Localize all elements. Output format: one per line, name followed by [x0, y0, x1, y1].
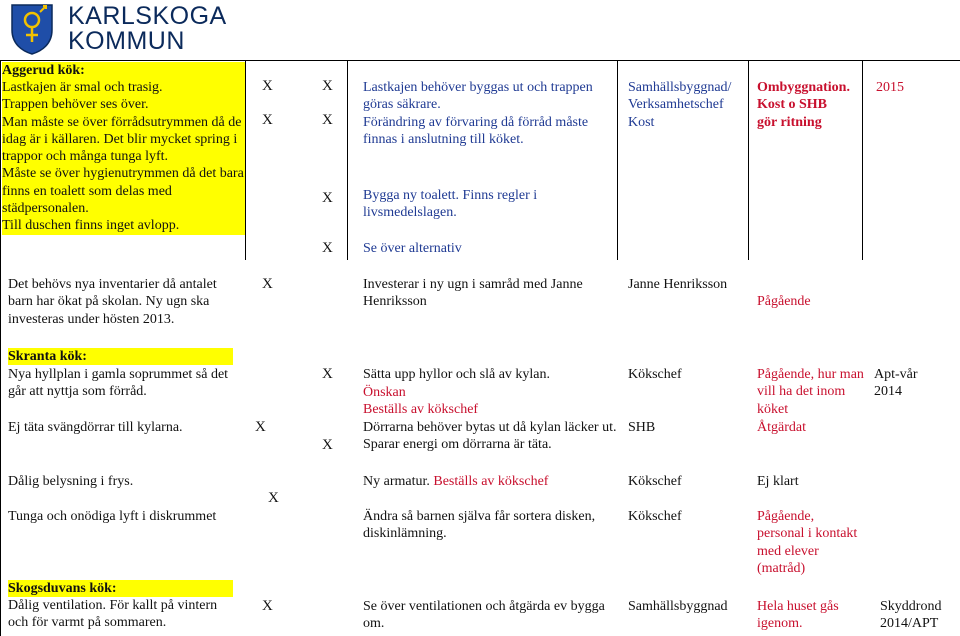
status-text: Ej klart [757, 474, 799, 489]
action-text: Se över ventilationen och åtgärda ev bygga om. [363, 599, 605, 632]
responsible-text: Samhällsbyggnad/ Verksamhetschef Kost [628, 80, 732, 130]
column-divider-3 [617, 60, 618, 260]
status-text: Åtgärdat [757, 420, 806, 435]
action-text: Se över alternativ [363, 241, 462, 256]
status-text: Ombyggnation. Kost o SHB gör ritning [757, 80, 850, 130]
time-text: Apt-vår 2014 [874, 367, 918, 400]
check-mark: X [322, 112, 333, 128]
table-top-border [0, 60, 960, 61]
action-text: Lastkajen behöver byggas ut och trappen göras säkrare. Förändring av förvaring då förråd måste finnas i anslutning till köket. [363, 80, 593, 147]
action-text: Dörrarna behöver bytas ut då kylan läcker ut. Sparar energi om dörrarna är täta. [363, 420, 617, 453]
status-text: Pågående [757, 294, 811, 309]
brand-line-1: KARLSKOGA [68, 2, 227, 30]
problem-text: Dålig ventilation. För kallt på vintern och för varmt på sommaren. [8, 598, 218, 631]
status-text: Pågående, personal i kontakt med elever (matråd) [757, 509, 858, 576]
status-text: Pågående, hur man vill ha det inom köket [757, 367, 864, 417]
responsible-text: Janne Henriksson [628, 277, 728, 292]
time-text: Skyddrond 2014/APT [880, 599, 942, 632]
brand-line-2: KOMMUN [68, 27, 185, 55]
check-mark: X [262, 112, 273, 128]
action-text: Investerar i ny ugn i samråd med Janne Henriksson [363, 277, 583, 310]
problem-text: Dålig belysning i frys. [8, 474, 134, 489]
status-text: Hela huset gås igenom. [757, 599, 839, 632]
action-text: Önskan [363, 385, 406, 400]
check-mark: X [262, 598, 273, 614]
problem-text: Lastkajen är smal och trasig. Trappen behöver ses över. Man måste se över förrådsutrymmen då de idag är i källaren. Det blir mycket spring i trappor och många tunga lyft. Måste se över hygienutrymmen då det bara finns en toalett som delas med städpersonalen. Till duschen finns inget avlopp. [2, 80, 244, 234]
problem-text: Nya hyllplan i gamla soprummet så det går att nyttja som förråd. [8, 367, 229, 400]
check-mark: X [262, 78, 273, 94]
action-text-part: Ny armatur. [363, 474, 434, 489]
problem-text: Tunga och onödiga lyft i diskrummet [8, 509, 217, 524]
action-text-part: Beställs av kökschef [433, 474, 549, 489]
check-mark: X [255, 419, 266, 435]
page-header [0, 0, 960, 58]
responsible-text: SHB [628, 420, 656, 435]
check-mark: X [262, 276, 273, 292]
section-heading: Skogsduvans kök: [8, 580, 233, 597]
brand-name [68, 4, 227, 54]
responsible-text: Kökschef [628, 367, 682, 382]
column-divider-1 [245, 60, 246, 260]
responsible-text: Kökschef [628, 474, 682, 489]
check-mark: X [322, 190, 333, 206]
table-left-border [0, 60, 1, 636]
section-heading: Skranta kök: [8, 348, 233, 365]
column-divider-4 [748, 60, 749, 260]
check-mark: X [322, 366, 333, 382]
check-mark: X [322, 437, 333, 453]
action-text: Ändra så barnen själva får sortera disken, diskinlämning. [363, 509, 596, 542]
responsible-text: Samhällsbyggnad [628, 599, 728, 614]
problem-text: Ej täta svängdörrar till kylarna. [8, 420, 183, 435]
section-heading: Aggerud kök: [2, 62, 245, 79]
time-text: 2015 [876, 80, 904, 95]
action-text: Beställs av kökschef [363, 402, 479, 417]
action-text: Bygga ny toalett. Finns regler i livsmedelslagen. [363, 188, 538, 221]
coat-of-arms-icon [9, 2, 55, 56]
action-text: Sätta upp hyllor och slå av kylan. [363, 367, 551, 382]
action-text [363, 473, 618, 490]
responsible-text: Kökschef [628, 509, 682, 524]
problem-text: Det behövs nya inventarier då antalet barn har ökat på skolan. Ny ugn ska investeras under hösten 2013. [8, 277, 217, 327]
check-mark: X [268, 490, 279, 506]
check-mark: X [322, 240, 333, 256]
check-mark: X [322, 78, 333, 94]
column-divider-2 [347, 60, 348, 260]
